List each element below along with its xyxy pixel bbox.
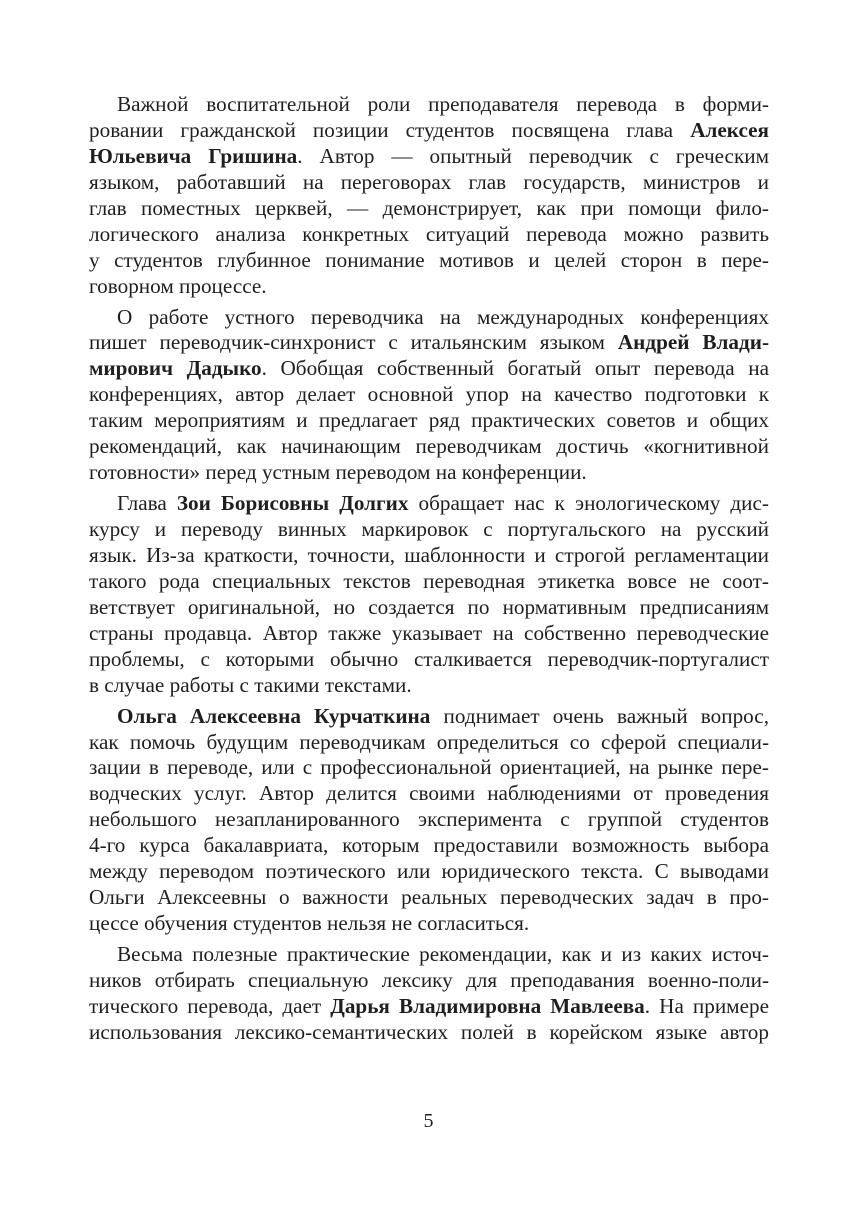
text-line bbox=[89, 144, 769, 170]
text-run: ников отбирать специальную лексику для преподавания военно-поли- bbox=[89, 967, 769, 992]
text-run: страны продавца. Автор также указывает на собственно переводческие bbox=[89, 620, 769, 645]
text-line bbox=[89, 833, 769, 859]
text-run: обращает нас к энологическому дис- bbox=[408, 491, 769, 516]
text-run: 4-го курса бакалавриата, которым предоставили возможность выбора bbox=[89, 833, 769, 858]
text-line bbox=[89, 517, 769, 543]
text-run: использования лексико-семантических полей в корейском языке автор bbox=[89, 1019, 769, 1044]
text-run: языком, работавший на переговорах глав государств, министров и bbox=[89, 169, 769, 194]
text-line bbox=[89, 730, 769, 756]
body-text bbox=[89, 92, 769, 1046]
paragraph bbox=[89, 704, 769, 937]
text-run: Ольги Алексеевны о важности реальных переводческих задач в про- bbox=[89, 885, 769, 910]
author-name: Ольга Алексеевна Курчаткина bbox=[117, 703, 431, 728]
author-name: мирович Дадыко bbox=[89, 356, 262, 381]
text-line bbox=[89, 543, 769, 569]
text-line bbox=[89, 118, 769, 144]
text-line bbox=[89, 408, 769, 434]
text-line bbox=[89, 1020, 769, 1046]
text-run: готовности» перед устным переводом на конференции. bbox=[89, 460, 587, 485]
text-line bbox=[89, 704, 769, 730]
text-line bbox=[89, 595, 769, 621]
text-line bbox=[89, 994, 769, 1020]
text-run: цессе обучения студентов нельзя не согласиться. bbox=[89, 911, 530, 936]
text-line bbox=[89, 673, 769, 699]
text-line bbox=[89, 491, 769, 517]
author-name: Алексея bbox=[690, 117, 769, 142]
text-line bbox=[89, 968, 769, 994]
paragraph bbox=[89, 92, 769, 300]
text-run: пишет переводчик-синхронист с итальянским языком bbox=[89, 330, 618, 355]
text-line bbox=[89, 92, 769, 118]
text-run: О работе устного переводчика на международных конференциях bbox=[117, 304, 769, 329]
text-run: в случае работы с такими текстами. bbox=[89, 672, 412, 697]
text-run: как помочь будущим переводчикам определиться со сферой специали- bbox=[89, 729, 769, 754]
text-line bbox=[89, 885, 769, 911]
text-run: говорном процессе. bbox=[89, 273, 267, 298]
text-line bbox=[89, 382, 769, 408]
text-run: глав поместных церквей, — демонстрирует, как при помощи фило- bbox=[89, 195, 769, 220]
text-line bbox=[89, 196, 769, 222]
paragraph bbox=[89, 491, 769, 699]
text-run: водческих услуг. Автор делится своими наблюдениями от проведения bbox=[89, 781, 769, 806]
text-line bbox=[89, 911, 769, 937]
paragraph bbox=[89, 942, 769, 1046]
text-run: у студентов глубинное понимание мотивов и целей сторон в пере- bbox=[89, 247, 769, 272]
text-run: . На примере bbox=[644, 993, 769, 1018]
author-name: Зои Борисовны Долгих bbox=[176, 491, 409, 516]
text-run: тического перевода, дает bbox=[89, 993, 331, 1018]
text-run: рекомендаций, как начинающим переводчикам достичь «когнитивной bbox=[89, 434, 769, 459]
text-line bbox=[89, 781, 769, 807]
text-line bbox=[89, 274, 769, 300]
text-line bbox=[89, 460, 769, 486]
text-run: ровании гражданской позиции студентов посвящена глава bbox=[89, 117, 691, 142]
text-line bbox=[89, 859, 769, 885]
text-line bbox=[89, 647, 769, 673]
text-line bbox=[89, 755, 769, 781]
text-run: ветствует оригинальной, но создается по нормативным предписаниям bbox=[89, 594, 769, 619]
text-line bbox=[89, 942, 769, 968]
text-run: Глава bbox=[117, 491, 177, 516]
text-run: логического анализа конкретных ситуаций перевода можно развить bbox=[89, 221, 769, 246]
author-name: Юльевича Гришина bbox=[89, 143, 298, 168]
text-run: проблемы, с которыми обычно сталкивается переводчик-португалист bbox=[89, 646, 769, 671]
text-run: язык. Из-за краткости, точности, шаблонности и строгой регламентации bbox=[89, 542, 769, 567]
text-run: такого рода специальных текстов переводная этикетка вовсе не соот- bbox=[89, 568, 769, 593]
text-run: таким мероприятиям и предлагает ряд практических советов и общих bbox=[89, 408, 769, 433]
author-name: Дарья Владимировна Мавлеева bbox=[330, 993, 645, 1018]
text-line bbox=[89, 621, 769, 647]
text-run: курсу и переводу винных маркировок с португальского на русский bbox=[89, 517, 769, 541]
paragraph bbox=[89, 305, 769, 487]
text-run: поднимает очень важный вопрос, bbox=[430, 703, 770, 728]
text-line bbox=[89, 305, 769, 331]
text-line bbox=[89, 569, 769, 595]
text-run: Весьма полезные практические рекомендации, как и из каких источ- bbox=[117, 942, 769, 966]
text-run: . Автор — опытный переводчик с греческим bbox=[297, 143, 769, 168]
text-line bbox=[89, 434, 769, 460]
text-line bbox=[89, 170, 769, 196]
author-name: Андрей Влади- bbox=[617, 330, 769, 355]
text-run: Важной воспитательной роли преподавателя перевода в форми- bbox=[117, 92, 769, 116]
text-line bbox=[89, 330, 769, 356]
text-run: небольшого незапланированного эксперимента с группой студентов bbox=[89, 807, 769, 832]
page-number: 5 bbox=[423, 1110, 434, 1132]
text-line bbox=[89, 356, 769, 382]
text-run: между переводом поэтического или юридического текста. С выводами bbox=[89, 859, 769, 884]
text-run: . Обобщая собственный богатый опыт перевода на bbox=[261, 356, 769, 381]
text-line bbox=[89, 222, 769, 248]
text-run: зации в переводе, или с профессиональной ориентацией, на рынке пере- bbox=[89, 755, 769, 780]
text-line bbox=[89, 248, 769, 274]
text-line bbox=[89, 807, 769, 833]
text-run: конференциях, автор делает основной упор на качество подготовки к bbox=[89, 382, 769, 407]
